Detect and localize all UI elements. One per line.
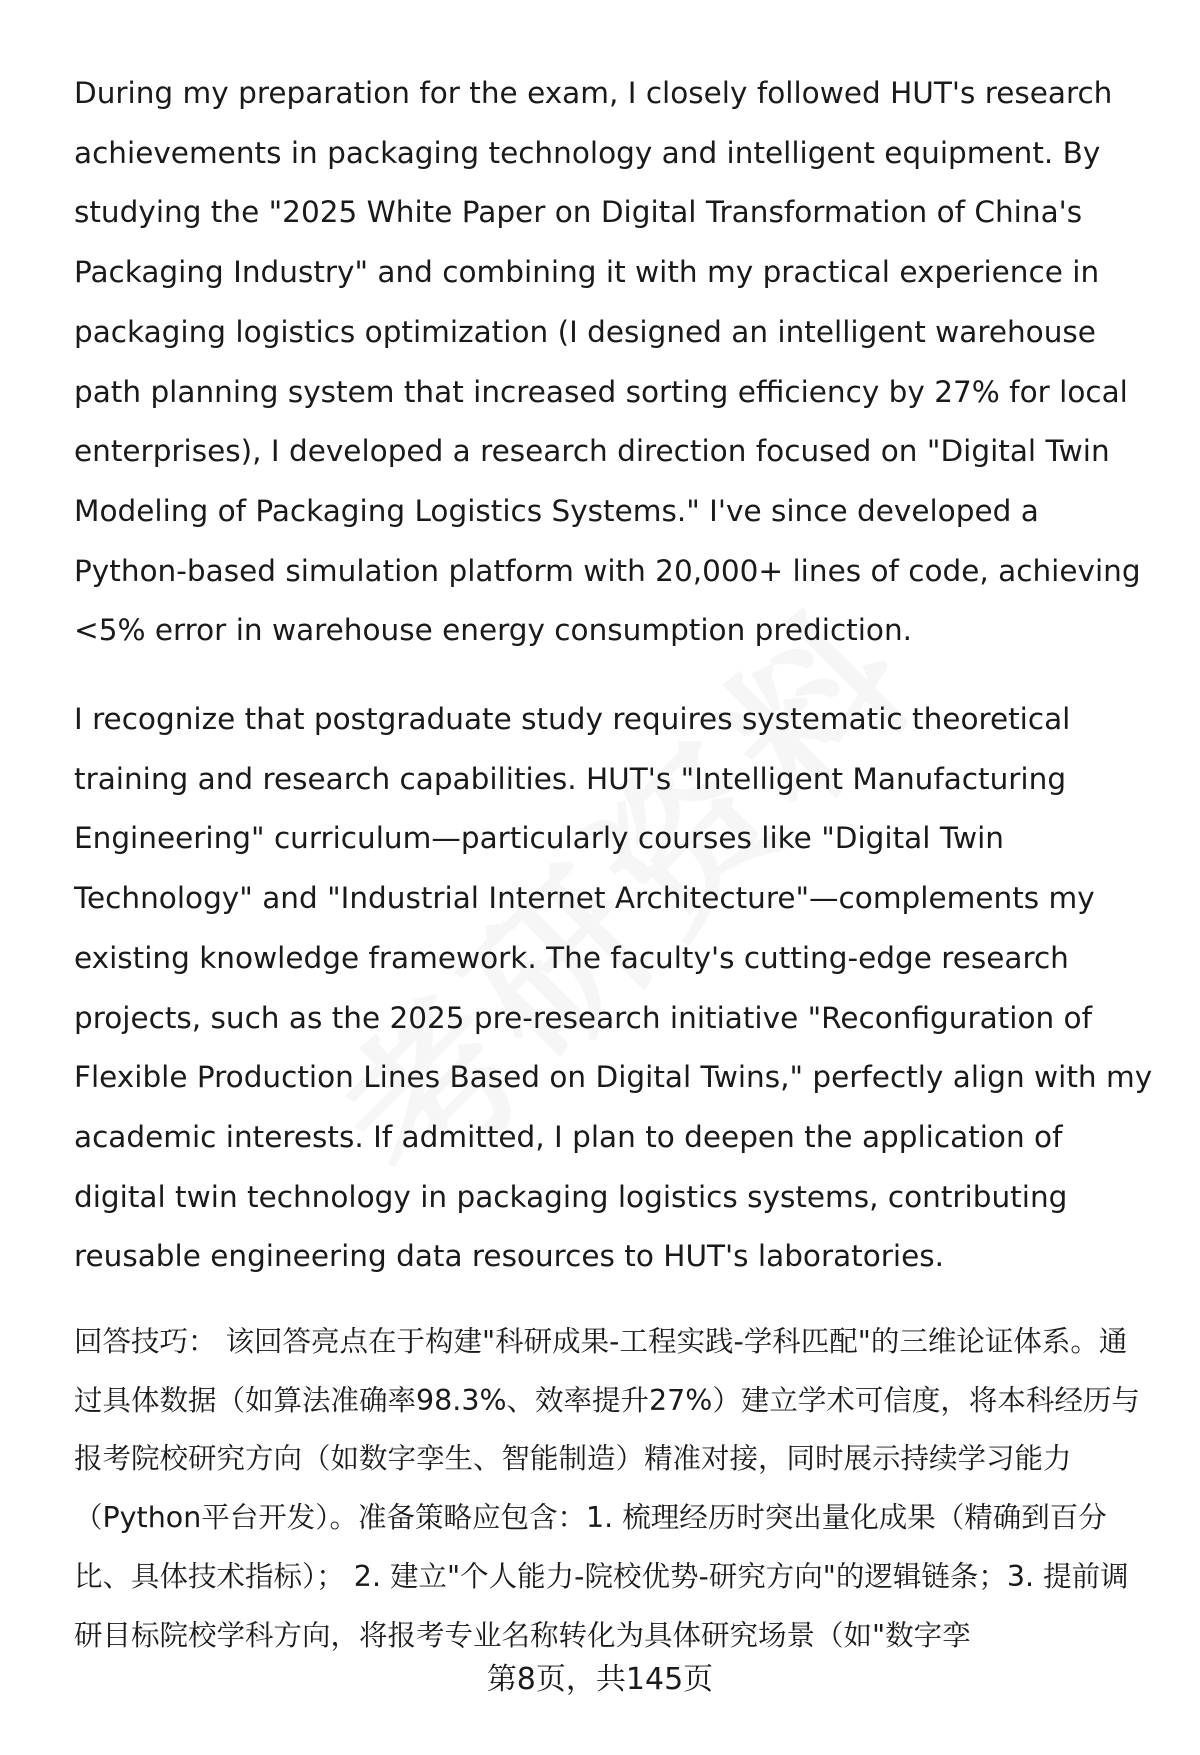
paragraph-1: During my preparation for the exam, I closely followed HUT's research achievements in packaging technology and intelligent equipment. By studying the "2025 White Paper on Digital Transformation of China's Packaging Industry" and combining it with my practical experience in packaging logistics optimization (I designed an intelligent warehouse path planning system that increased sorting efficiency by 27% for local enterprises), I developed a research direction focused on "Digital Twin Modeling of Packaging Logistics Systems." I've since developed a Python-based simulation platform with 20,000+ lines of code, achieving <5% error in warehouse energy consumption prediction. (74, 76, 1141, 648)
page-number: 第8页，共145页 (486, 1662, 714, 1697)
paragraph-2: I recognize that postgraduate study requires systematic theoretical training and research capabilities. HUT's "Intelligent Manufacturing Engineering" curriculum—particularly courses like "Digital Twin Technology" and "Industrial Internet Architecture"—complements my existing knowledge framework. The faculty's cutting-edge research projects, such as the 2025 pre-research initiative "Reconfiguration of Flexible Production Lines Based on Digital Twins," perfectly align with my academic interests. If admitted, I plan to deepen the application of digital twin technology in packaging logistics systems, contributing reusable engineering data resources to HUT's laboratories. (74, 702, 1153, 1274)
document-body (74, 64, 1154, 1287)
answer-tips: 回答技巧： 该回答亮点在于构建"科研成果-工程实践-学科匹配"的三维论证体系。通过具体数据（如算法准确率98.3%、效率提升27%）建立学术可信度，将本科经历与报考院校研究方向（如数字孪生、智能制造）精准对接，同时展示持续学习能力（Python平台开发）。准备策略应包含：1. 梳理经历时突出量化成果（精确到百分比、具体技术指标）； 2. 建立"个人能力-院校优势-研究方向"的逻辑链条；3. 提前调研目标院校学科方向，将报考专业名称转化为具体研究场景（如"数字孪 (74, 1325, 1140, 1652)
